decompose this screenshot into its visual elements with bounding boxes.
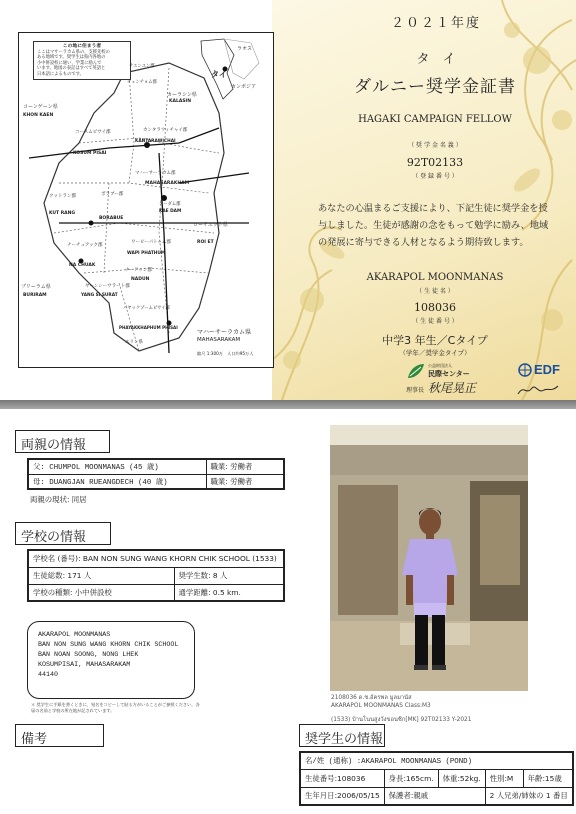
school-name: 学校名 (番号): BAN NON SUNG WANG KHORN CHIK SCHOOL (1533) xyxy=(28,550,284,567)
scholar-height: 身長:165cm. xyxy=(384,769,438,787)
edf-globe-icon xyxy=(518,363,532,377)
parents-header xyxy=(15,430,110,453)
school-type: 学校の種類: 小中併設校 xyxy=(28,584,174,601)
photo-caption-school: (1533) บ้านโนนสูงวังขอนชิก[MK] 92T02133 Y-2021 xyxy=(331,717,472,723)
map-label-buriram-en: BURIRAM xyxy=(23,293,47,298)
certificate-country: タ イ xyxy=(416,52,456,67)
map-province-en: MAHASARAKAM xyxy=(197,337,241,343)
grade-type-label: （学年／奨学金タイプ） xyxy=(399,349,471,357)
map-label-nadun-jp: ナードゥン郡 xyxy=(125,268,152,273)
mother-job: 職業: 労働者 xyxy=(206,474,284,489)
student-number: 108036 xyxy=(414,301,456,314)
map-label-phayak-jp: パヤックプームピサイ郡 xyxy=(123,306,170,311)
map-legend-line: ある地域です。奨学生は県内各地の xyxy=(37,55,106,60)
scholar-header xyxy=(299,724,385,747)
section-divider xyxy=(0,400,576,409)
student-photo-illustration xyxy=(330,425,528,691)
scholarship-name-label: （ 奨 学 金 名 義 ） xyxy=(408,142,462,149)
map-label-borabue-en: BORABUE xyxy=(99,216,124,221)
map-label-kalasin-en: KALASIN xyxy=(169,99,192,104)
map-scale-note: 縮尺 1:300万 人口約95万人 xyxy=(197,351,254,356)
table-row xyxy=(300,752,573,769)
chair-signature: 秋尾晃正 xyxy=(428,381,477,395)
scholar-guardian: 保護者:親戚 xyxy=(384,787,485,805)
map-label-kosum-jp: コースムピサイ郡 xyxy=(75,130,111,135)
map-label-nachuak-jp: ナーチュアック郡 xyxy=(67,243,103,248)
table-row xyxy=(28,567,284,584)
mother-cell: 母: DUANGJAN RUEANGDECH (40 歳) xyxy=(28,474,206,489)
parents-title: 両親の情報 xyxy=(21,438,87,453)
remarks-title: 備考 xyxy=(21,732,48,747)
leaf-icon xyxy=(406,362,426,380)
org-name: 民際センター xyxy=(428,370,470,378)
father-cell: 父: CHUMPOL MOONMANAS (45 歳) xyxy=(28,459,206,474)
student-number-label: （ 生 徒 番 号 ） xyxy=(412,318,458,325)
map-legend-title: この地に住まう者 xyxy=(62,44,102,49)
map-label-surin-jp: スリン県 xyxy=(125,340,143,345)
inset-label-cambodia: カンボジア xyxy=(231,84,257,90)
school-distance: 通学距離: 0.5 km. xyxy=(174,584,284,601)
map-legend xyxy=(33,41,131,80)
address-line: BAN NON SUNG WANG KHORN CHIK SCHOOL xyxy=(38,641,179,649)
inset-label-laos: ラオス xyxy=(237,46,252,52)
certificate-message: あなたの心温まるご支援により、下記生徒に奨学金を授与しました。生徒が感謝の念をもって勉学に励み、地域の発展に寄与できる人材となるよう期待致します。 xyxy=(318,203,549,248)
student-photo xyxy=(330,425,528,691)
table-row xyxy=(300,769,573,787)
edf-logo xyxy=(518,360,568,380)
map-label-nadun-en: NADUN xyxy=(131,277,150,282)
student-name: AKARAPOL MOONMANAS xyxy=(366,272,504,283)
map-label-buriram-jp: ブリーラム県 xyxy=(21,284,51,290)
scholar-age: 年齢:15歳 xyxy=(523,769,573,787)
address-line: BAN NOAN SOONG, NONG LHEK xyxy=(38,651,139,659)
school-total: 生徒総数: 171 人 xyxy=(28,567,174,584)
certificate-year: ２０２１年度 xyxy=(390,16,481,31)
map-legend-line: ここはマサーラカム県の、支援先校の xyxy=(37,49,110,55)
map-label-yang-jp: ヤーンシーサラート郡 xyxy=(85,284,130,289)
table-row xyxy=(28,550,284,567)
edf-signature xyxy=(516,382,560,398)
map-label-phayak-en: PHAYAKKHAPHUM PHISAI xyxy=(119,325,178,330)
map-label-kaedam-en: KAE DAM xyxy=(159,209,182,214)
parents-status: 両親の現状: 同居 xyxy=(30,495,87,504)
address-line: 44140 xyxy=(38,671,59,679)
table-row xyxy=(28,459,284,474)
map-label-kaedam-jp: ケーダム郡 xyxy=(159,202,181,207)
registration-label: （ 登 録 番 号 ） xyxy=(412,173,458,180)
edf-label: EDF xyxy=(534,362,560,377)
map-label-yang-en: YANG SI SURAT xyxy=(81,293,118,298)
address-note: ＊ 奨学生に手紙を書くときに、宛名をコピーして貼る方がいることがご参照ください。各届の名前と学校の所在地が記されています。 xyxy=(31,702,200,713)
certificate-title: ダルニー奨学金証書 xyxy=(354,77,516,97)
certificate-section xyxy=(0,0,576,400)
map-label-roiet-en: ROI ET xyxy=(197,240,214,245)
map-label-maha-en: MAHASARAKHAM xyxy=(145,181,190,186)
map-legend-line: 日本語によるものです。 xyxy=(37,71,84,77)
scholar-sex: 性別:M xyxy=(485,769,523,787)
map-label-borabue-jp: ボラブー郡 xyxy=(101,192,124,197)
map-label-wapi-en: WAPI PHATHUM xyxy=(127,251,166,256)
father-job: 職業: 労働者 xyxy=(206,459,284,474)
map-label-nachuak-en: NA CHUAK xyxy=(69,263,96,268)
map-label-kantara-en: KANTARAWICHAI xyxy=(135,139,176,144)
school-title: 学校の情報 xyxy=(21,530,87,545)
photo-caption-thai: 2108036 ด.ช.อัครพล มูลมานัส xyxy=(331,695,412,701)
inset-label-thai: タイ xyxy=(211,70,227,79)
grade-type: 中学3 年生／Cタイプ xyxy=(382,334,488,347)
chair-title: 理事長 xyxy=(406,387,425,394)
student-name-label: （ 生 徒 名 ） xyxy=(416,288,454,295)
table-row xyxy=(28,474,284,489)
scholar-weight: 体重:52kg. xyxy=(438,769,485,787)
scholar-student-no: 生徒番号:108036 xyxy=(300,769,384,787)
scholar-birthday: 生年月日:2006/05/15 xyxy=(300,787,384,805)
map-label-chun-jp: チュンチョム郡 xyxy=(127,80,157,85)
school-table xyxy=(27,549,285,602)
map-legend-line: 小中併設校に通い、学業に励んで xyxy=(37,60,102,66)
scholar-siblings: 2 人兄弟/姉妹の 1 番目 xyxy=(485,787,573,805)
address-line: KOSUMPISAI, MAHASARAKAM xyxy=(38,661,131,669)
scholar-title: 奨学生の情報 xyxy=(305,732,384,747)
map-label-kalasin-jp: カーラシン県 xyxy=(167,92,197,98)
fellowship-name: HAGAKI CAMPAIGN FELLOW xyxy=(358,114,512,125)
map-province-jp: マハーサーラカム県 xyxy=(197,329,251,336)
table-row xyxy=(28,584,284,601)
mailing-address-box xyxy=(27,621,195,699)
map-label-kutrang-en: KUT RANG xyxy=(49,211,76,216)
parents-table xyxy=(27,458,285,490)
address-line: AKARAPOL MOONMANAS xyxy=(38,631,111,639)
map-label-khonkaen-en: KHON KAEN xyxy=(23,113,54,118)
map-label-kantara-jp: カンタラウィチャイ郡 xyxy=(143,128,188,133)
scholar-name: 名/姓 (通称) :AKARAPOL MOONMANAS (POND) xyxy=(300,752,573,769)
table-row xyxy=(300,787,573,805)
map-label-roiet-jp: ローイエット県 xyxy=(193,222,228,228)
map-label-kutrang-jp: クットラン郡 xyxy=(49,194,76,199)
map-label-khonkaen-jp: コーンゲーン県 xyxy=(23,104,58,110)
map-label-chiang-jp: チエンユン郡 xyxy=(129,64,155,69)
remarks-header xyxy=(15,724,104,747)
org-small-label: 公益財団法人 xyxy=(428,363,452,368)
registration-number: 92T02133 xyxy=(406,156,464,169)
map-label-maha-jp: マハーサーラカム郡 xyxy=(135,171,176,176)
org-logo xyxy=(406,362,426,380)
photo-caption-name: AKARAPOL MOONMANAS Class:M3 xyxy=(331,703,431,709)
province-map xyxy=(18,32,274,368)
map-label-kosum-en: KOSUM PISAI xyxy=(73,151,107,156)
school-scholars: 奨学生数: 8 人 xyxy=(174,567,284,584)
map-label-wapi-jp: ワーピーパトゥム郡 xyxy=(131,240,171,245)
school-header xyxy=(15,522,111,545)
scholar-table xyxy=(299,751,574,806)
map-legend-line: います。地図の表記はすべて英語と xyxy=(37,66,106,71)
